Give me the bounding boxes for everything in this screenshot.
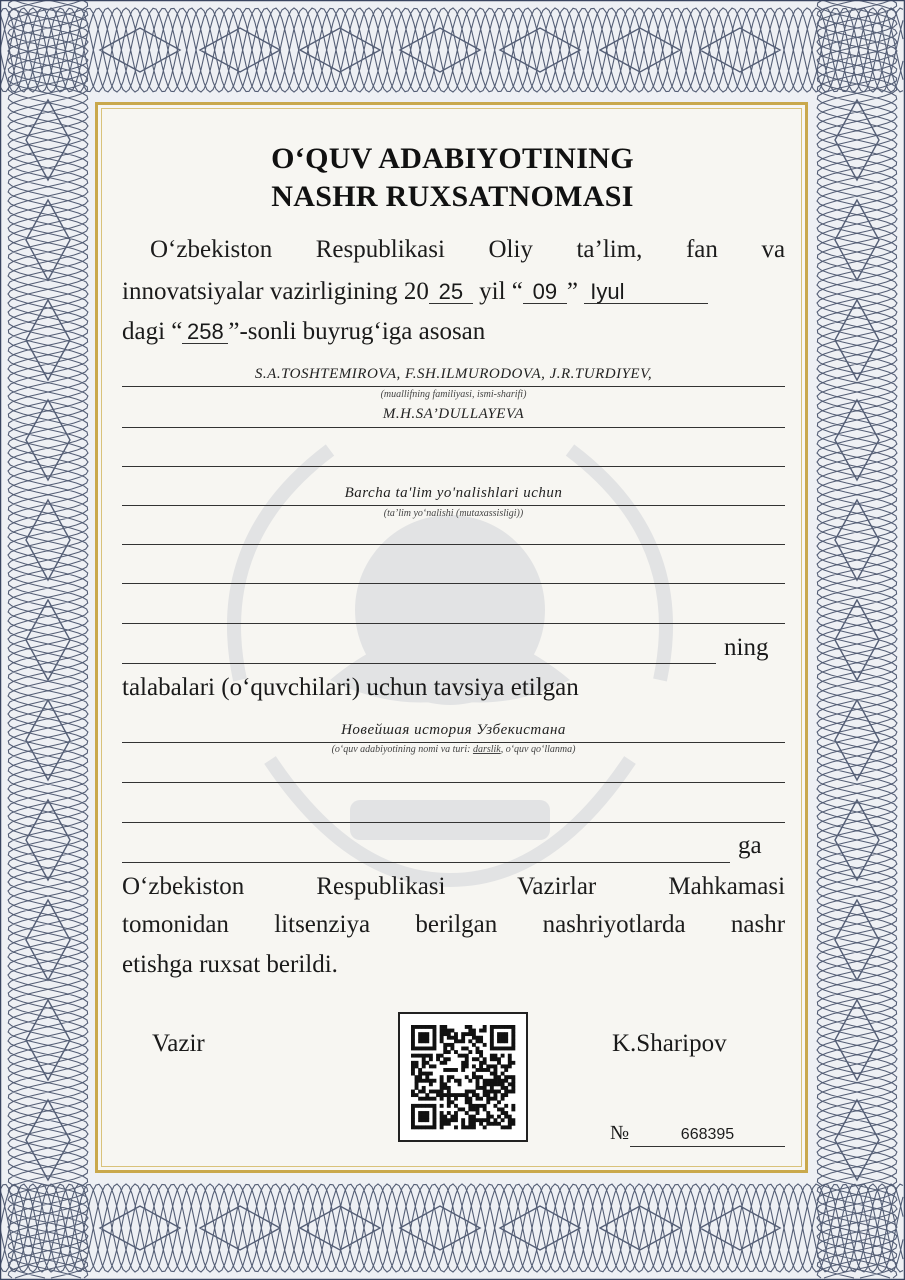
final-line-3: etishga ruxsat berildi.	[122, 951, 338, 978]
year-field: 25	[429, 281, 473, 304]
title-line-2: NASHR RUXSATNOMASI	[271, 180, 634, 213]
rule-7	[122, 623, 785, 624]
ga-text: ga	[738, 832, 762, 859]
authors-line-2: M.H.SA’DULLAYEVA	[382, 406, 525, 422]
authors-caption: (muallifning familiyasi, ismi-sharifi)	[380, 389, 527, 400]
rule-5	[122, 544, 785, 545]
direction-caption: (ta’lim yo‘nalishi (mutaxassisligi))	[383, 508, 524, 519]
intro-line-2: innovatsiyalar vazirligining 20 25 yil “ 09 ” Iyul	[122, 278, 708, 306]
rule-2	[122, 427, 785, 428]
intro-line-3: dagi “ 258 ”-sonli buyrug‘iga asosan	[122, 318, 486, 345]
rule-4	[122, 505, 785, 506]
day-field: 09	[523, 281, 567, 304]
signatory-name: K.Sharipov	[612, 1030, 727, 1057]
title-line-1: O‘QUV ADABIYOTINING	[271, 142, 634, 175]
number-symbol: №	[610, 1122, 630, 1144]
authors-line-1: S.A.TOSHTEMIROVA, F.SH.ILMURODOVA, J.R.TURDIYEV,	[254, 366, 653, 382]
students-line: talabalari (o‘quvchilari) uchun tavsiya etilgan	[122, 674, 579, 701]
qr-code-icon	[398, 1012, 528, 1142]
rule-12	[122, 862, 730, 863]
month-field: Iyul	[584, 281, 708, 304]
final-line-1: O‘zbekiston Respublikasi Vazirlar Mahkamasi	[122, 873, 786, 900]
rule-6	[122, 583, 785, 584]
book-title: Новейшая история Узбекистана	[341, 722, 566, 738]
rule-10	[122, 782, 785, 783]
rule-8	[122, 663, 716, 664]
certificate-number: 668395	[630, 1124, 785, 1147]
rule-1	[122, 386, 785, 387]
direction-text: Barcha ta'lim yo'nalishlari uchun	[344, 485, 563, 501]
final-line-2: tomonidan litsenziya berilgan nashriyotlarda nashr	[122, 911, 786, 938]
signatory-title: Vazir	[152, 1030, 205, 1057]
intro-line-1: O‘zbekiston Respublikasi Oliy ta’lim, fan va	[150, 236, 786, 263]
rule-11	[122, 822, 785, 823]
rule-3	[122, 466, 785, 467]
book-caption: (o‘quv adabiyotining nomi va turi: darslik, o‘quv qo‘llanma)	[331, 744, 576, 755]
order-number-field: 258	[182, 321, 228, 344]
ning-text: ning	[724, 634, 769, 661]
rule-9	[122, 742, 785, 743]
